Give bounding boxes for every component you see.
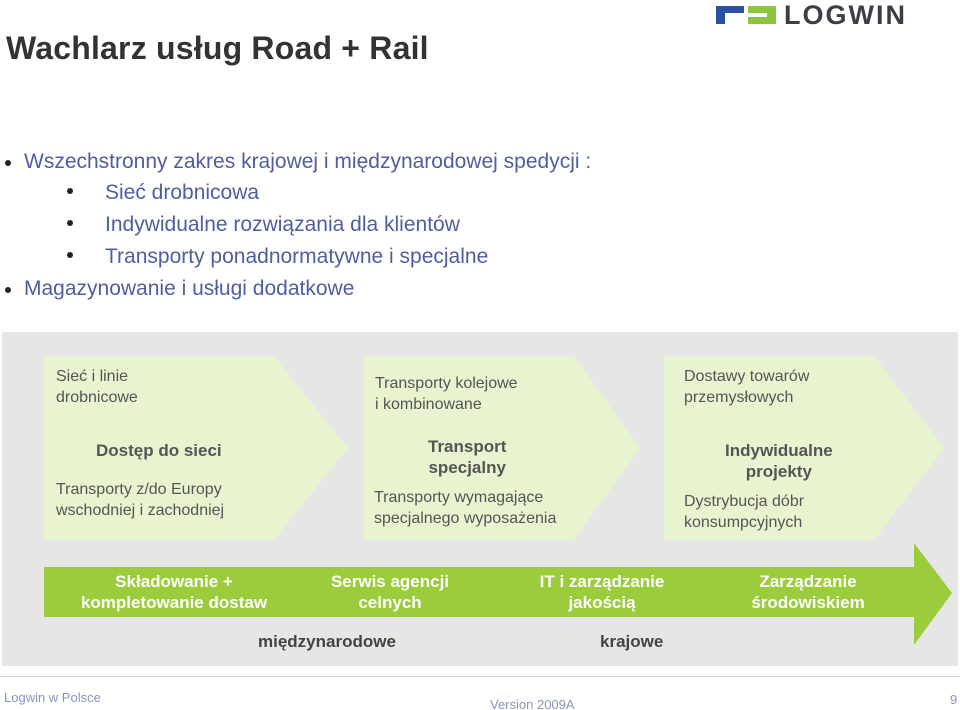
bullet-text: Wszechstronny zakres krajowej i międzynarodowej spedycji : xyxy=(24,150,592,173)
logo-wordmark: LOGWIN xyxy=(784,0,907,30)
bullet-dot-icon xyxy=(67,188,73,194)
chevron-heading: Dostęp do sieci xyxy=(96,441,222,460)
scope-domestic: krajowe xyxy=(600,632,664,651)
footer-version: Version 2009A xyxy=(490,697,575,710)
service-label: Zarządzanie środowiskiem xyxy=(751,572,865,612)
service-label: Serwis agencji celnych xyxy=(330,572,450,612)
bullet-item xyxy=(24,150,591,174)
services-arrow-bar xyxy=(44,543,952,645)
bullet-text: Sieć drobnicowa xyxy=(105,181,260,204)
chevron-bottom-text: Transporty z/do Europy wschodniej i zachodniej xyxy=(56,481,225,519)
logo-mark-icon xyxy=(714,2,778,28)
chevron-bottom-text: Transporty wymagające specjalnego wyposażenia xyxy=(374,489,557,527)
chevron-bottom-text: Dystrybucja dóbr konsumpcyjnych xyxy=(684,493,805,531)
chevron-projects xyxy=(664,356,944,540)
bullet-item xyxy=(24,277,354,301)
bullet-dot-icon xyxy=(5,160,11,166)
service-label: Składowanie + kompletowanie dostaw xyxy=(80,572,268,612)
sub-bullet-item xyxy=(105,181,259,205)
chevron-top-text: Dostawy towarów przemysłowych xyxy=(684,368,810,406)
bullet-text: Indywidualne rozwiązania dla klientów xyxy=(105,213,460,236)
service-label: IT i zarządzanie jakością xyxy=(539,572,665,612)
bullet-dot-icon xyxy=(67,220,73,226)
chevron-top-text: Sieć i linie drobnicowe xyxy=(56,368,138,406)
sub-bullet-item xyxy=(105,245,488,269)
chevron-groupage xyxy=(44,356,348,540)
bullet-dot-icon xyxy=(67,252,73,258)
scope-international: międzynarodowe xyxy=(258,632,396,651)
page-number: 9 xyxy=(950,692,958,707)
chevron-top-text: Transporty kolejowe i kombinowane xyxy=(375,375,518,413)
footer-left-text: Logwin w Polsce xyxy=(4,690,101,705)
bullet-text: Magazynowanie i usługi dodatkowe xyxy=(24,277,355,300)
chevron-rail-special xyxy=(364,356,640,540)
chevron-heading: Transport specjalny xyxy=(428,437,507,477)
bullet-dot-icon xyxy=(5,287,11,293)
page-title: Wachlarz usług Road + Rail xyxy=(6,30,429,66)
footer-divider xyxy=(0,676,960,677)
logwin-logo xyxy=(714,2,960,28)
bullet-text: Transporty ponadnormatywne i specjalne xyxy=(105,245,489,268)
sub-bullet-item xyxy=(105,213,460,237)
chevron-heading: Indywidualne projekty xyxy=(725,441,833,481)
